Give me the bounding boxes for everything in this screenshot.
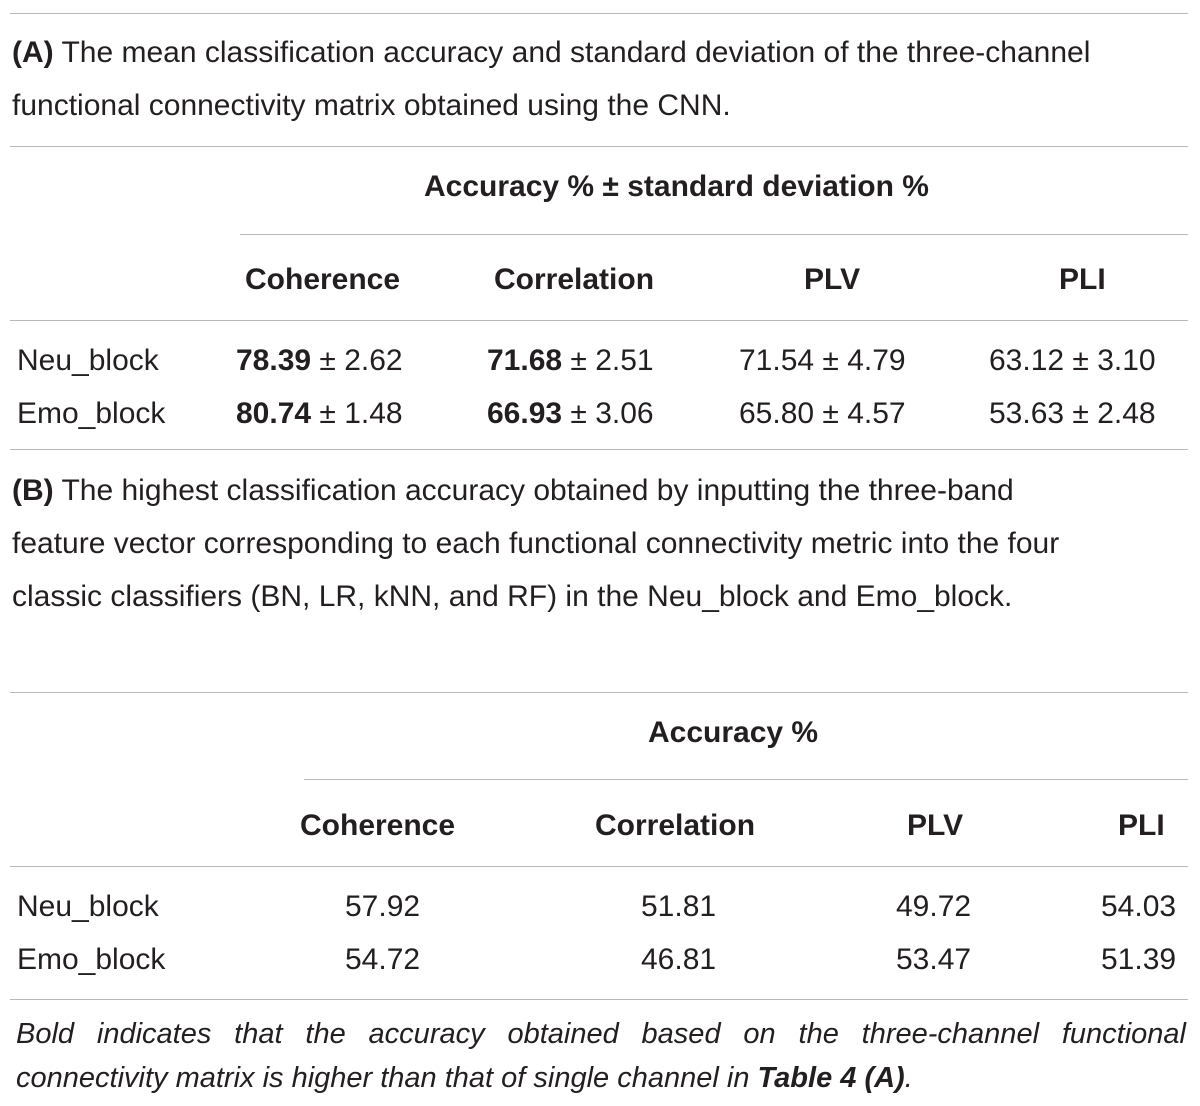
table-a-group-header: Accuracy % ± standard deviation %	[424, 170, 929, 203]
top-rule	[10, 13, 1188, 14]
caption-b-text: The highest classification accuracy obtained by inputting the three-band feature vector corresponding to each functional connectivity metric into the four classic classifiers (BN, LR, kNN, and RF) in the Neu_block and Emo_block.	[12, 474, 1060, 613]
table-b-cell: 54.03	[1101, 890, 1177, 923]
table-a-cell: 66.93 ± 3.06	[487, 397, 654, 430]
caption-a-label: (A)	[12, 36, 54, 69]
table-a-cell: 78.39 ± 2.62	[236, 344, 403, 377]
table-a-cell: 65.80 ± 4.57	[739, 397, 906, 430]
table-b-col-plv: PLV	[907, 809, 964, 842]
table-b-row-label: Neu_block	[17, 890, 159, 923]
table-a-row-label: Neu_block	[17, 344, 159, 377]
table-b-cell: 51.39	[1101, 943, 1177, 976]
caption-a	[12, 26, 1112, 132]
table-a-cell: 71.68 ± 2.51	[487, 344, 654, 377]
table-b-row-label: Emo_block	[17, 943, 166, 976]
table-b-group-header: Accuracy %	[648, 716, 819, 749]
footnote-end: .	[904, 1062, 913, 1094]
caption-b	[12, 464, 1072, 623]
caption-a-text: The mean classification accuracy and standard deviation of the three-channel functional connectivity matrix obtained using the CNN.	[12, 36, 1091, 122]
table-footnote	[16, 1012, 1186, 1100]
table-a-col-pli: PLI	[1059, 263, 1106, 296]
table-a-header-rule	[10, 320, 1188, 321]
table-a-cell: 63.12 ± 3.10	[989, 344, 1156, 377]
table-b-cell: 51.81	[641, 890, 717, 923]
table-b-cell: 46.81	[641, 943, 717, 976]
table-b-cell: 49.72	[896, 890, 972, 923]
table-b-col-pli: PLI	[1118, 809, 1165, 842]
table-b-cell: 57.92	[345, 890, 421, 923]
caption-b-label: (B)	[12, 474, 54, 507]
table-a-col-coherence: Coherence	[245, 263, 401, 296]
table-a-cell: 71.54 ± 4.79	[739, 344, 906, 377]
table-a-col-plv: PLV	[804, 263, 861, 296]
table-a-bottom-rule	[10, 449, 1188, 450]
table-b-cell: 53.47	[896, 943, 972, 976]
table-a-cell: 80.74 ± 1.48	[236, 397, 403, 430]
table-b-top-rule	[10, 692, 1188, 693]
table-a-cell: 53.63 ± 2.48	[989, 397, 1156, 430]
table-b-group-rule	[304, 779, 1188, 780]
table-a-row-label: Emo_block	[17, 397, 166, 430]
table-b-header-rule	[10, 866, 1188, 867]
table-b-bottom-rule	[10, 999, 1188, 1000]
footnote-table-ref: Table 4 (A)	[757, 1062, 905, 1094]
table-a-group-rule	[240, 234, 1188, 235]
table-a-col-correlation: Correlation	[494, 263, 655, 296]
table-b-col-correlation: Correlation	[595, 809, 756, 842]
table-a-top-rule	[10, 146, 1188, 147]
table-b-cell: 54.72	[345, 943, 421, 976]
footnote-text: Bold indicates that the accuracy obtained based on the three-channel functional connectivity matrix is higher than that of single channel in	[16, 1018, 1186, 1094]
table-b-col-coherence: Coherence	[300, 809, 456, 842]
